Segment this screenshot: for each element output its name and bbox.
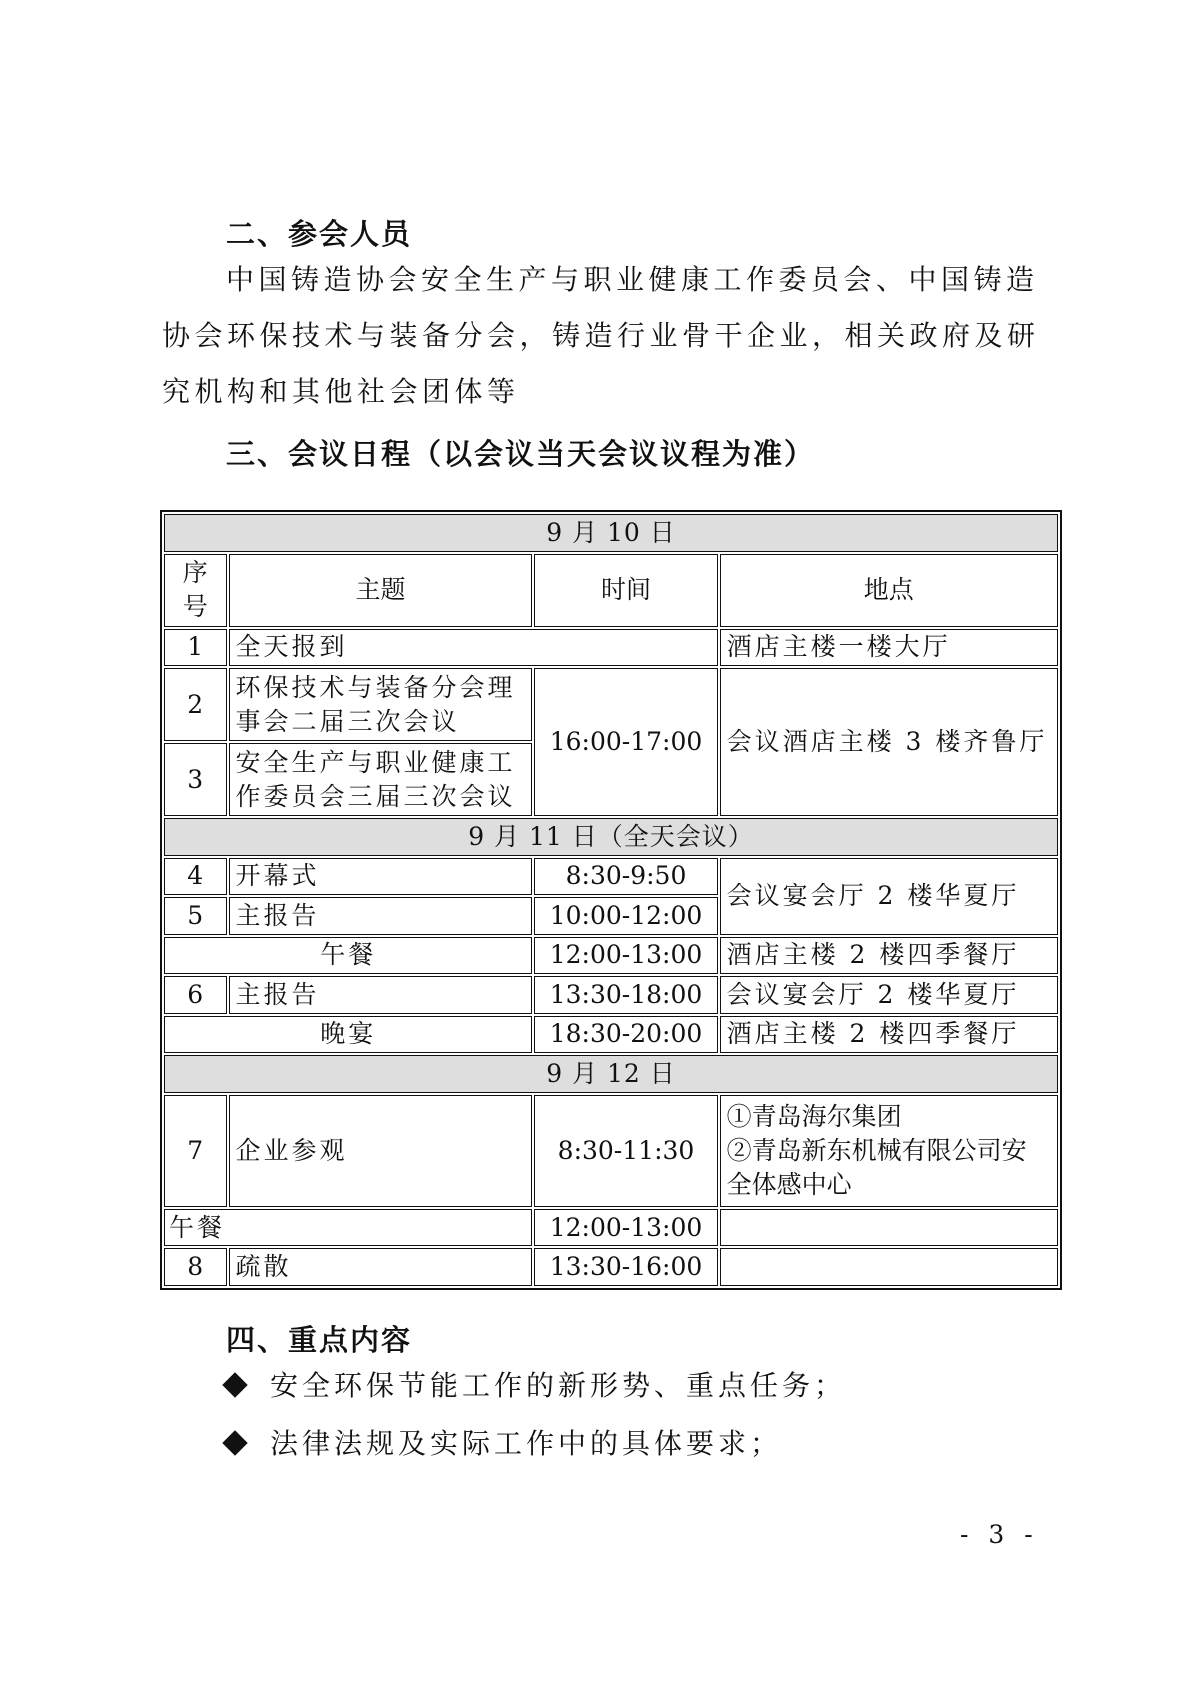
bullet-item	[226, 1422, 782, 1462]
table-row	[164, 976, 1058, 1014]
row-place-visit	[720, 1095, 1058, 1207]
bullet-text: 法律法规及实际工作中的具体要求；	[270, 1427, 783, 1460]
row-topic: 午餐	[164, 937, 532, 975]
row-time: 12:00-13:00	[534, 937, 717, 975]
row-time: 13:30-16:00	[534, 1248, 717, 1286]
bullet-item	[226, 1364, 846, 1404]
row-no: 4	[164, 858, 227, 896]
table-row	[164, 629, 1058, 667]
row-topic: 疏散	[229, 1248, 533, 1286]
row-place	[720, 1248, 1058, 1286]
row-time: 16:00-17:00	[534, 668, 717, 816]
table-row	[164, 1209, 1058, 1247]
table-row	[164, 1095, 1058, 1207]
diamond-bullet-icon	[222, 1372, 247, 1397]
day-label: 9 月 12 日	[164, 1055, 1058, 1093]
row-topic: 企业参观	[229, 1095, 533, 1207]
header-time: 时间	[534, 554, 717, 627]
table-row	[164, 858, 1058, 896]
table-row	[164, 937, 1058, 975]
row-time: 10:00-12:00	[534, 897, 717, 935]
section-heading-schedule: 三、会议日程（以会议当天会议议程为准）	[226, 437, 816, 471]
row-time: 18:30-20:00	[534, 1016, 717, 1054]
day-row-sep12	[164, 1055, 1058, 1093]
header-topic: 主题	[229, 554, 533, 627]
row-no: 5	[164, 897, 227, 935]
day-label: 9 月 11 日（全天会议）	[164, 818, 1058, 856]
day-label: 9 月 10 日	[164, 514, 1058, 552]
row-no: 3	[164, 743, 227, 816]
table-row	[164, 1248, 1058, 1286]
row-topic: 晚宴	[164, 1016, 532, 1054]
row-place: 酒店主楼 2 楼四季餐厅	[720, 937, 1058, 975]
row-place: 酒店主楼一楼大厅	[720, 629, 1058, 667]
section-heading-attendees: 二、参会人员	[226, 217, 413, 251]
bullet-text: 安全环保节能工作的新形势、重点任务；	[270, 1369, 847, 1402]
row-topic: 环保技术与装备分会理事会二届三次会议	[229, 668, 533, 741]
row-place	[720, 1209, 1058, 1247]
row-place: 会议酒店主楼 3 楼齐鲁厅	[720, 668, 1058, 816]
row-topic: 全天报到	[229, 629, 718, 667]
header-no: 序号	[164, 554, 227, 627]
page-number: - 3 -	[960, 1520, 1039, 1549]
row-no: 1	[164, 629, 227, 667]
row-no: 2	[164, 668, 227, 741]
row-topic: 主报告	[229, 897, 533, 935]
row-place: 会议宴会厅 2 楼华夏厅	[720, 976, 1058, 1014]
row-time: 12:00-13:00	[534, 1209, 717, 1247]
section-heading-key-content: 四、重点内容	[226, 1323, 413, 1357]
row-time: 8:30-9:50	[534, 858, 717, 896]
table-header-row	[164, 554, 1058, 627]
row-topic: 安全生产与职业健康工作委员会三届三次会议	[229, 743, 533, 816]
row-place: 酒店主楼 2 楼四季餐厅	[720, 1016, 1058, 1054]
row-no: 6	[164, 976, 227, 1014]
row-topic: 开幕式	[229, 858, 533, 896]
table-row	[164, 668, 1058, 741]
row-no: 8	[164, 1248, 227, 1286]
row-time: 8:30-11:30	[534, 1095, 717, 1207]
visit-place-1: ①青岛海尔集团	[726, 1101, 902, 1131]
day-row-sep10	[164, 514, 1058, 552]
header-place: 地点	[720, 554, 1058, 627]
table-row	[164, 1016, 1058, 1054]
diamond-bullet-icon	[222, 1430, 247, 1455]
schedule-table	[160, 510, 1062, 1290]
row-topic: 午餐	[164, 1209, 532, 1247]
row-topic: 主报告	[229, 976, 533, 1014]
row-no: 7	[164, 1095, 227, 1207]
visit-place-2: ②青岛新东机械有限公司安全体感中心	[726, 1135, 1027, 1199]
day-row-sep11	[164, 818, 1058, 856]
attendees-paragraph	[162, 252, 1062, 420]
attendees-text: 中国铸造协会安全生产与职业健康工作委员会、中国铸造协会环保技术与装备分会，铸造行业骨干企业，相关政府及研究机构和其他社会团体等	[162, 263, 1040, 408]
row-place: 会议宴会厅 2 楼华夏厅	[720, 858, 1058, 935]
row-time: 13:30-18:00	[534, 976, 717, 1014]
